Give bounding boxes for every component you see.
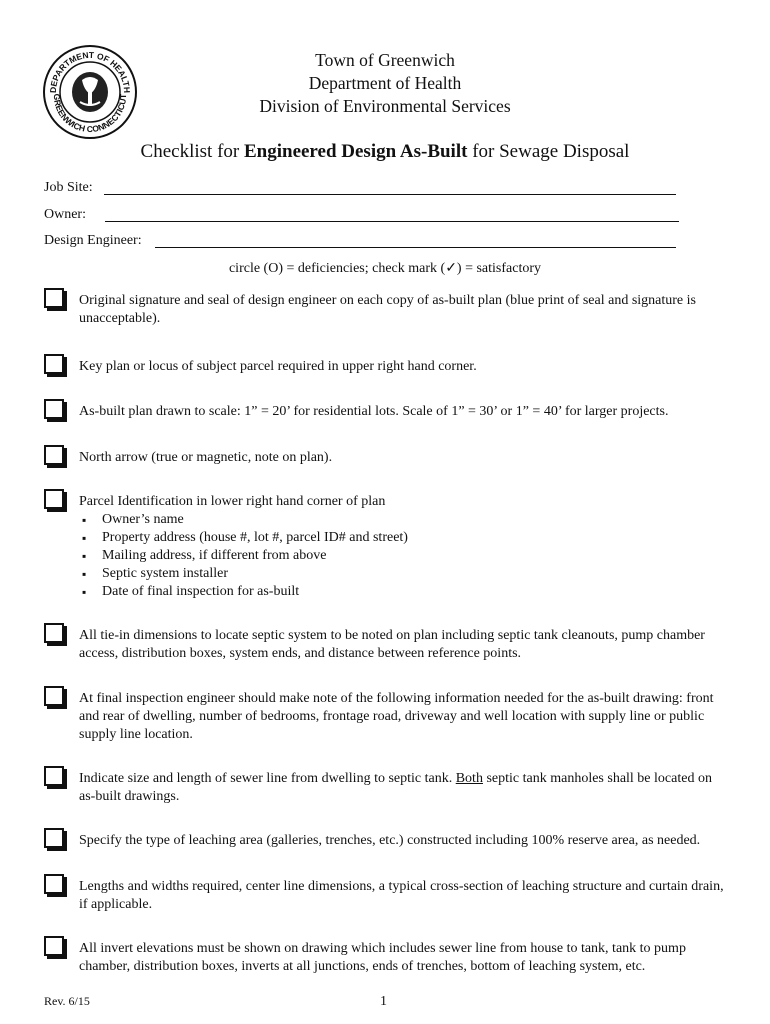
title-suffix: for Sewage Disposal <box>467 141 630 162</box>
checkbox-icon[interactable] <box>44 936 64 956</box>
title-bold: Engineered Design As-Built <box>243 141 468 162</box>
list-item: ▪ Septic system installer <box>44 565 694 583</box>
item-text: Lengths and widths required, center line dimensions, a typical cross-section of leaching structure and curtain drain, if applicable. <box>79 879 724 912</box>
list-item: ▪ Owner’s name <box>44 511 694 529</box>
owner-input-line[interactable] <box>105 207 679 222</box>
job-site-field <box>44 180 93 196</box>
item-text-underlined: Both <box>455 771 483 786</box>
parcel-id-list <box>44 511 694 601</box>
item-text: At final inspection engineer should make note of the following information needed for the as-built drawing: front and rear of dwelling, number of bedrooms, frontage road, driveway and well location with supply line or public supply line location. <box>79 691 714 742</box>
checkbox-icon[interactable] <box>44 766 64 786</box>
design-engineer-field <box>44 233 142 249</box>
item-text-a: Indicate size and length of sewer line from dwelling to septic tank. <box>79 771 456 786</box>
item-text: As-built plan drawn to scale: 1” = 20’ for residential lots. Scale of 1” = 30’ or 1” = 40’ for larger projects. <box>79 404 669 419</box>
checkbox-icon[interactable] <box>44 828 64 848</box>
item-text: Original signature and seal of design engineer on each copy of as-built plan (blue print of seal and signature is unacceptable). <box>79 293 696 326</box>
checkbox-icon[interactable] <box>44 874 64 894</box>
seal-bottom-text: GREENWICH CONNECTICUT <box>51 93 129 135</box>
item-heading: Parcel Identification in lower right hand corner of plan <box>79 494 386 509</box>
department-name: Department of Health <box>308 73 462 93</box>
item-text-b: septic tank manholes shall be located on as-built drawings. <box>79 771 712 804</box>
division-name: Division of Environmental Services <box>259 96 511 116</box>
checkbox-icon[interactable] <box>44 288 64 308</box>
item-text: All tie-in dimensions to locate septic system to be noted on plan including septic tank cleanouts, pump chamber access, distribution boxes, system ends, and distance between reference points. <box>79 628 705 661</box>
checkbox-icon[interactable] <box>44 489 64 509</box>
item-text: All invert elevations must be shown on drawing which includes sewer line from house to tank, tank to pump chamber, distribution boxes, inverts at all junctions, ends of trenches, bottom of leaching system, etc. <box>79 941 686 974</box>
checkbox-icon[interactable] <box>44 623 64 643</box>
page-number: 1 <box>380 994 387 1009</box>
title-prefix: Checklist for <box>140 141 244 162</box>
list-item: ▪ Mailing address, if different from above <box>44 547 694 565</box>
revision-label: Rev. 6/15 <box>44 994 90 1008</box>
item-text: North arrow (true or magnetic, note on plan). <box>79 450 333 465</box>
seal-top-text: DEPARTMENT OF HEALTH <box>47 49 133 94</box>
item-text: Key plan or locus of subject parcel required in upper right hand corner. <box>79 359 477 374</box>
owner-field <box>44 207 86 223</box>
list-item: ▪ Date of final inspection for as-built <box>44 583 694 601</box>
town-name: Town of Greenwich <box>315 50 455 70</box>
legend: circle (O) = deficiencies; check mark (✓) = satisfactory <box>228 261 542 276</box>
checkbox-icon[interactable] <box>44 354 64 374</box>
checkbox-icon[interactable] <box>44 445 64 465</box>
item-text <box>79 493 729 511</box>
item-text: Specify the type of leaching area (galleries, trenches, etc.) constructed including 100% reserve area, as needed. <box>79 833 701 848</box>
item-text <box>79 770 729 806</box>
owner-label: Owner: <box>44 207 86 222</box>
checkbox-icon[interactable] <box>44 399 64 419</box>
checkbox-icon[interactable] <box>44 686 64 706</box>
job-site-input-line[interactable] <box>104 180 676 195</box>
document-title <box>0 141 770 163</box>
design-engineer-label: Design Engineer: <box>44 233 142 248</box>
design-engineer-input-line[interactable] <box>155 233 676 248</box>
list-item: ▪ Property address (house #, lot #, parcel ID# and street) <box>44 529 694 547</box>
job-site-label: Job Site: <box>44 180 93 195</box>
